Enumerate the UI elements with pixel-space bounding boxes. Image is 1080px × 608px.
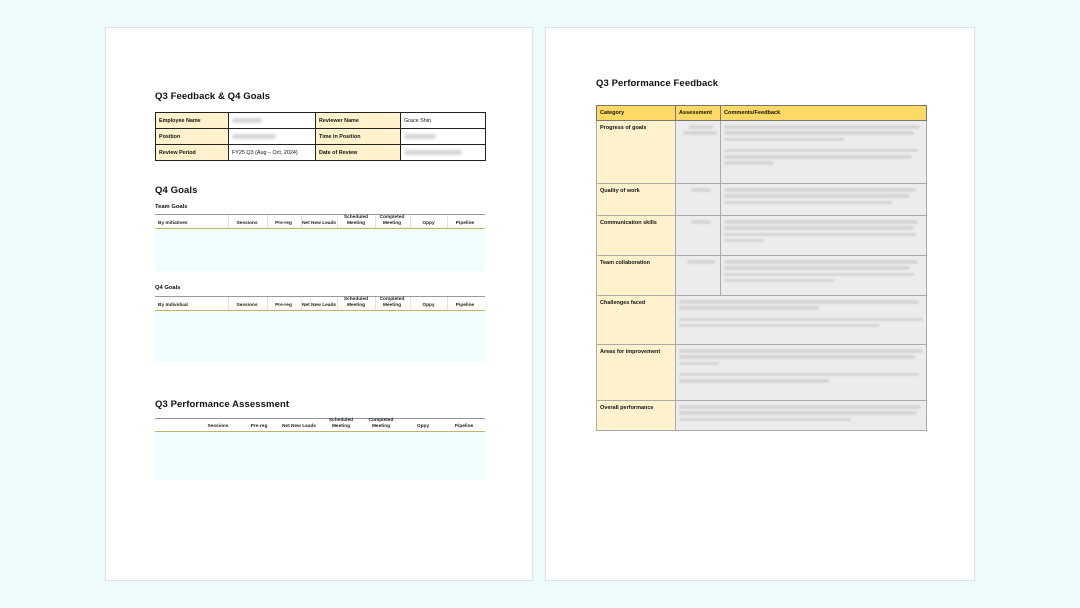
assessment-cell	[676, 184, 721, 216]
col-scheduled-meeting: Scheduled Meeting	[343, 215, 369, 226]
comments-cell	[721, 121, 927, 184]
col-net-new-leads: Net New Leads	[301, 302, 337, 308]
comments-cell	[676, 296, 927, 345]
reviewer-name-label: Reviewer Name	[316, 113, 401, 129]
employee-name-value	[229, 113, 316, 129]
assessment-cell	[676, 216, 721, 256]
row-communication-skills: Communication skills	[597, 216, 676, 256]
time-in-position-label: Time in Position	[316, 129, 401, 145]
col-by-individual: By Individual	[158, 302, 188, 308]
individual-goals-heading: Q4 Goals	[155, 285, 181, 291]
col-pipeline: Pipeline	[454, 423, 474, 429]
col-pipeline: Pipeline	[455, 302, 475, 308]
col-completed-meeting: Completed Meeting	[368, 418, 394, 429]
header-category: Category	[597, 106, 676, 121]
reviewer-name-value: Grace Shin	[401, 113, 486, 129]
col-scheduled-meeting: Scheduled Meeting	[343, 297, 369, 308]
row-areas-for-improvement: Areas for improvement	[597, 345, 676, 401]
date-of-review-value	[401, 145, 486, 161]
assessment-body	[155, 432, 485, 480]
position-label: Position	[156, 129, 229, 145]
assessment-heading: Q3 Performance Assessment	[155, 399, 290, 410]
employee-info-table	[155, 112, 486, 161]
row-challenges-faced: Challenges faced	[597, 296, 676, 345]
col-oppy: Oppy	[416, 423, 430, 429]
header-comments: Comments/Feedback	[721, 106, 927, 121]
col-oppy: Oppy	[422, 220, 435, 226]
row-overall-performance: Overall performance	[597, 401, 676, 431]
team-goals-heading: Team Goals	[155, 204, 188, 210]
assessment-cell	[676, 256, 721, 296]
employee-name-label: Employee Name	[156, 113, 229, 129]
header-assessment: Assessment	[676, 106, 721, 121]
row-progress-of-goals: Progress of goals	[597, 121, 676, 184]
date-of-review-label: Date of Review	[316, 145, 401, 161]
comments-cell	[676, 345, 927, 401]
review-period-label: Review Period	[156, 145, 229, 161]
col-net-new-leads: Net New Leads	[281, 423, 317, 429]
assessment-cell	[676, 121, 721, 184]
comments-cell	[676, 401, 927, 431]
left-document-page	[105, 27, 533, 581]
team-goals-table	[155, 214, 485, 271]
col-completed-meeting: Completed Meeting	[379, 215, 405, 226]
feedback-table	[596, 105, 927, 431]
position-value	[229, 129, 316, 145]
col-sessions: Sessions	[207, 423, 229, 429]
individual-goals-body	[155, 311, 485, 362]
col-scheduled-meeting: Scheduled Meeting	[328, 418, 354, 429]
col-pre-reg: Pre-reg	[275, 302, 292, 308]
right-document-page	[545, 27, 975, 581]
q4-goals-heading: Q4 Goals	[155, 185, 198, 196]
row-team-collaboration: Team collaboration	[597, 256, 676, 296]
individual-goals-table	[155, 296, 485, 362]
col-oppy: Oppy	[422, 302, 435, 308]
page-title: Q3 Feedback & Q4 Goals	[155, 91, 271, 102]
col-pipeline: Pipeline	[455, 220, 475, 226]
col-by-initiatives: By Initiatives	[158, 220, 188, 226]
col-pre-reg: Pre-reg	[275, 220, 292, 226]
team-goals-body	[155, 229, 485, 271]
review-period-value: FY25 Q3 (Aug – Oct, 2024)	[229, 145, 316, 161]
col-pre-reg: Pre-reg	[250, 423, 268, 429]
col-net-new-leads: Net New Leads	[301, 220, 337, 226]
feedback-title: Q3 Performance Feedback	[596, 78, 719, 89]
col-sessions: Sessions	[236, 220, 258, 226]
comments-cell	[721, 216, 927, 256]
assessment-table	[155, 418, 485, 480]
col-sessions: Sessions	[236, 302, 258, 308]
row-quality-of-work: Quality of work	[597, 184, 676, 216]
time-in-position-value	[401, 129, 486, 145]
comments-cell	[721, 256, 927, 296]
comments-cell	[721, 184, 927, 216]
col-completed-meeting: Completed Meeting	[379, 297, 405, 308]
